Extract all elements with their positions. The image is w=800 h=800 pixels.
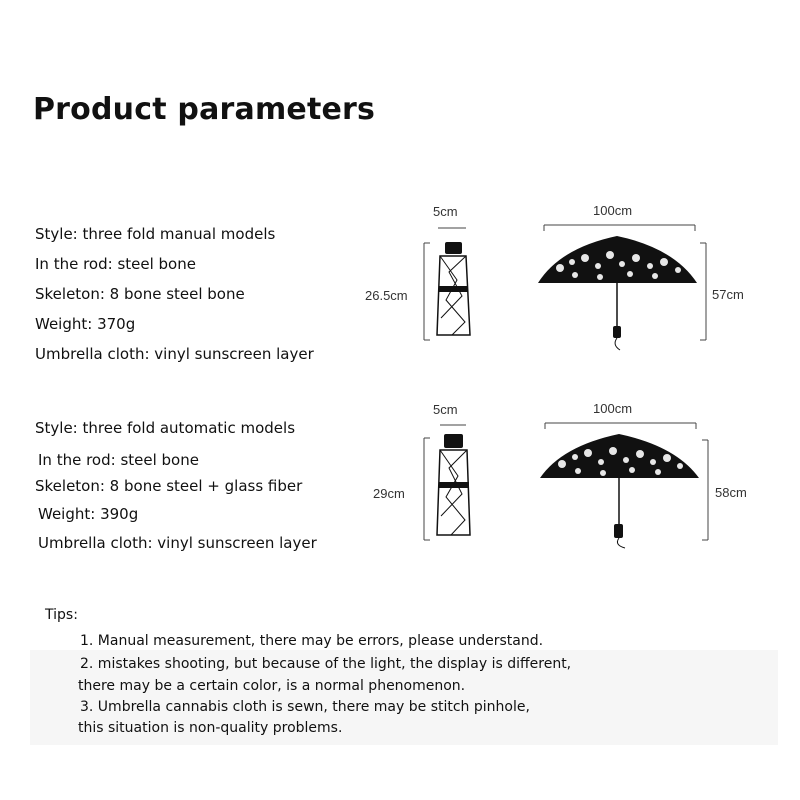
spec-weight: Weight: 370g <box>35 315 136 333</box>
open-height-label: 57cm <box>712 287 744 302</box>
spec-weight: Weight: 390g <box>38 505 139 523</box>
tips-heading: Tips: <box>45 607 78 623</box>
folded-length-label: 29cm <box>373 486 405 501</box>
spec-skeleton: Skeleton: 8 bone steel bone <box>35 285 245 303</box>
spec-skeleton: Skeleton: 8 bone steel + glass fiber <box>35 477 303 495</box>
spec-style: Style: three fold manual models <box>35 225 276 243</box>
open-height-label: 58cm <box>715 485 747 500</box>
spec-cloth: Umbrella cloth: vinyl sunscreen layer <box>35 345 314 363</box>
tip-line: there may be a certain color, is a normal phenomenon. <box>78 678 466 694</box>
open-diameter-label: 100cm <box>593 203 633 218</box>
folded-width-label: 5cm <box>433 402 458 417</box>
spec-rod: In the rod: steel bone <box>35 255 196 273</box>
tip-line: 2. mistakes shooting, but because of the light, the display is different, <box>80 656 572 672</box>
page-title: Product parameters <box>33 92 376 127</box>
tip-line: 3. Umbrella cannabis cloth is sewn, there may be stitch pinhole, <box>80 699 530 715</box>
open-diameter-label: 100cm <box>593 401 633 416</box>
tip-line: this situation is non-quality problems. <box>78 720 343 736</box>
spec-cloth: Umbrella cloth: vinyl sunscreen layer <box>38 534 317 552</box>
spec-rod: In the rod: steel bone <box>38 451 199 469</box>
spec-style: Style: three fold automatic models <box>35 419 296 437</box>
folded-length-label: 26.5cm <box>365 288 408 303</box>
folded-width-label: 5cm <box>433 204 458 219</box>
tip-line: 1. Manual measurement, there may be errors, please understand. <box>80 633 544 649</box>
